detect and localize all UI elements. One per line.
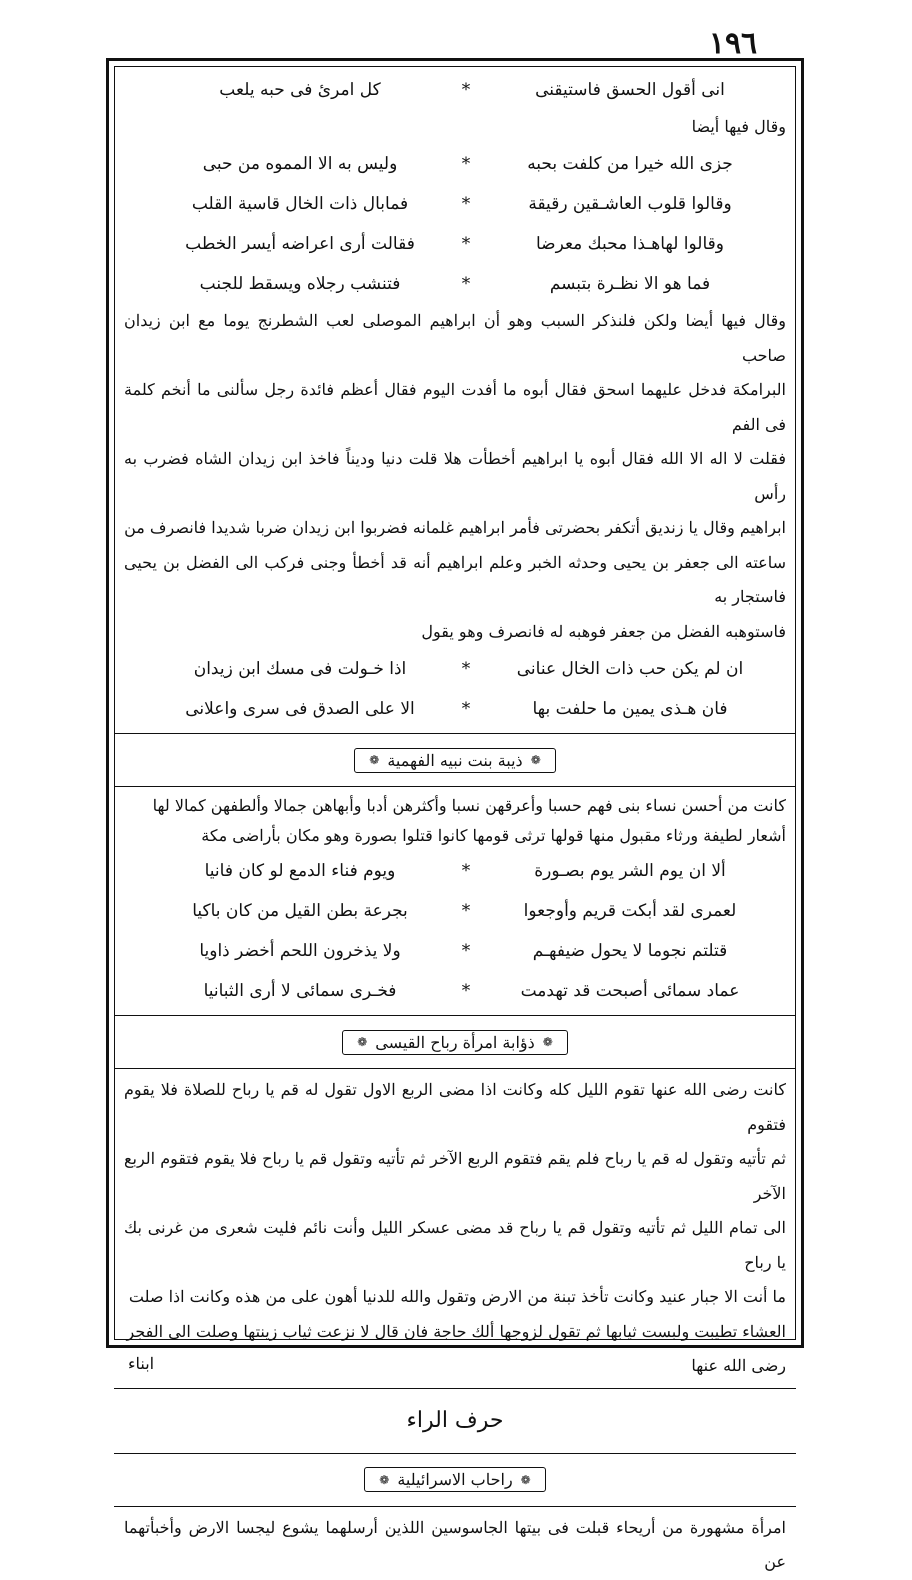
hemistich-first: ان لم يكن حب ذات الخال عنانى — [516, 659, 744, 679]
hemistich-second: فقالت أرى اعراضه أيسر الخطب — [185, 234, 415, 254]
hemistich-first: ألا ان يوم الشر يوم بصـورة — [534, 861, 726, 881]
prose-line: فاستوهبه الفضل من جعفر فوهبه له فانصرف وهو يقول — [421, 621, 786, 641]
heading-box — [342, 1030, 568, 1055]
ornament-icon: ❁ — [530, 753, 541, 767]
verse-line — [120, 689, 790, 729]
verse-line — [120, 70, 790, 110]
star-separator: * — [461, 234, 471, 254]
section-divider — [114, 786, 796, 787]
verse-line — [120, 971, 790, 1011]
section-divider — [114, 733, 796, 734]
prose-line: الى تمام الليل ثم تأتيه وتقول قم يا رباح قد مضى عسكر الليل وأنت نائم فليت شعرى من غرنى بك يا رباح — [124, 1218, 786, 1272]
prose-line: رضى الله عنها — [691, 1356, 786, 1375]
section-divider — [114, 1015, 796, 1016]
prose-line: البرامكة فدخل عليهما اسحق فقال أبوه ما أفدت اليوم فقال أعظم فائدة رجل سألنى ما أنخم كلمة فى الفم — [124, 380, 786, 434]
ornament-icon: ❁ — [379, 1472, 390, 1487]
heading-text: ذؤابة امرأة رباح القيسى — [375, 1032, 535, 1052]
heading-text: راحاب الاسرائيلية — [397, 1470, 513, 1489]
hemistich-second: فمابال ذات الخال قاسية القلب — [191, 194, 409, 214]
hemistich-second: فخـرى سمائى لا أرى الثبانيا — [203, 981, 397, 1001]
hemistich-first: قتلتم نجوما لا يحول ضيفهـم — [532, 941, 728, 961]
hemistich-first: انى أقول الحسق فاستيقنى — [535, 80, 725, 100]
page-content — [120, 70, 790, 1580]
star-separator: * — [461, 80, 471, 100]
star-separator: * — [461, 274, 471, 294]
star-separator: * — [461, 659, 471, 679]
poem-1 — [120, 144, 790, 304]
hemistich-second: كل امرئ فى حبه يلعب — [219, 80, 381, 100]
hemistich-first: وقالوا لهاهـذا محبك معرضا — [535, 234, 725, 254]
page-number: ١٩٦ — [708, 26, 758, 61]
star-separator: * — [461, 154, 471, 174]
hemistich-first: فما هو الا نظـرة بتبسم — [549, 274, 711, 294]
ornament-icon: ❁ — [357, 1035, 368, 1049]
star-separator: * — [461, 901, 471, 921]
section-heading — [120, 1458, 790, 1502]
hemistich-second: ويوم فناء الدمع لو كان فانيا — [204, 861, 396, 881]
prose-line: ساعته الى جعفر بن يحيى وحدثه الخبر وعلم ابراهيم أنه قد أخطأ وجنى فركب الى الفضل بن يحيى فاستجار به — [124, 552, 787, 606]
verse-line — [120, 144, 790, 184]
prose-paragraph — [120, 1511, 790, 1580]
chapter-heading: حرف الراء — [406, 1407, 504, 1433]
verse-line — [120, 649, 790, 689]
heading-box — [354, 748, 556, 773]
ornament-icon: ❁ — [542, 1035, 553, 1049]
hemistich-second: فتنشب رجلاه ويسقط للجنب — [199, 274, 401, 294]
intro-line: وقال فيها أيضا — [691, 117, 786, 136]
poem-2 — [120, 649, 790, 729]
section-divider — [114, 1453, 796, 1454]
hemistich-first: وقالوا قلوب العاشـقين رقيقة — [528, 194, 732, 214]
star-separator: * — [461, 861, 471, 881]
heading-text: ذيبة بنت نبيه الفهمية — [387, 750, 523, 770]
hemistich-second: اذا خـولت فى مسك ابن زيدان — [193, 659, 407, 679]
prose-line: أشعار لطيفة ورثاء مقبول منها قولها ترثى قومها كانوا قتلوا بصورة وهو مكان بأراضى مكة — [201, 826, 786, 845]
heading-box — [364, 1467, 545, 1492]
prose-line: ثم تأتيه وتقول له قم يا رباح فلم يقم فتقوم الربع الآخر ثم تأتيه وتقول قم يا رباح فلا يقوم فتقوم الربع الآخر — [124, 1149, 786, 1203]
verse-line — [120, 184, 790, 224]
verse-line — [120, 224, 790, 264]
hemistich-second: ولا يذخرون اللحم أخضر ذاويا — [199, 941, 401, 961]
prose-paragraph — [120, 1073, 790, 1384]
hemistich-first: لعمرى لقد أبكت قريم وأوجعوا — [523, 901, 737, 921]
hemistich-first: عماد سمائى أصبحت قد تهدمت — [520, 981, 740, 1001]
verse-line — [120, 931, 790, 971]
hemistich-second: وليس به الا المموه من حبى — [202, 154, 398, 174]
star-separator: * — [461, 981, 471, 1001]
star-separator: * — [461, 194, 471, 214]
hemistich-second: الا على الصدق فى سرى واعلانى — [185, 699, 415, 719]
prose-line: كانت رضى الله عنها تقوم الليل كله وكانت اذا مضى الربع الاول تقول له قم يا رباح للصلاة فلا يقوم فتقوم — [124, 1080, 786, 1134]
hemistich-first: فان هـذى يمين ما حلفت بها — [532, 699, 728, 719]
section-divider — [114, 1388, 796, 1389]
section-heading — [120, 1020, 790, 1064]
star-separator: * — [461, 941, 471, 961]
catchword: ابناء — [128, 1354, 155, 1373]
prose-line: كانت من أحسن نساء بنى فهم حسبا وأعرقهن نسبا وأكثرهن أدبا وأبهاهن جمالا وألطفهن كمالا لها — [152, 796, 786, 815]
section-heading — [120, 738, 790, 782]
poem-3 — [120, 851, 790, 1011]
prose-line: ما أنت الا جبار عنيد وكانت تأخذ تبنة من الارض وتقول والله للدنيا أهون على من هذه وكانت اذا صلت — [128, 1287, 786, 1306]
star-separator: * — [461, 699, 471, 719]
verse-line — [120, 891, 790, 931]
hemistich-first: جزى الله خيرا من كلفت بحبه — [527, 154, 733, 174]
prose-line: امرأة مشهورة من أريحاء قبلت فى بيتها الجاسوسين اللذين أرسلهما يشوع ليجسا الارض وأخبأتهما عن — [124, 1517, 786, 1571]
hemistich-second: بجرعة بطن القيل من كان باكيا — [192, 901, 408, 921]
prose-paragraph — [120, 791, 790, 851]
section-divider — [114, 1068, 796, 1069]
prose-line: وقال فيها أيضا ولكن فلنذكر السبب وهو أن ابراهيم الموصلى لعب الشطرنج يوما مع ابن زيدان صاحب — [124, 311, 786, 365]
prose-paragraph — [120, 304, 790, 649]
prose-line: فقلت لا اله الا الله فقال أبوه يا ابراهيم أخطأت هلا قلت دنيا وديناً فاخذ ابن زيدان الشاه فضرب به رأس — [124, 449, 786, 503]
verse-line — [120, 851, 790, 891]
section-divider — [114, 1506, 796, 1507]
prose-line: العشاء تطيبت ولبست ثيابها ثم تقول لزوجها ألك حاجة فان قال لا نزعت ثياب زينتها وصلت الى الفجر — [126, 1321, 786, 1341]
prose-line: ابراهيم وقال يا زنديق أتكفر بحضرتى فأمر ابراهيم غلمانه فضربوا ابن زيدان ضربا شديدا فانصرف من — [124, 518, 786, 537]
ornament-icon: ❁ — [369, 753, 380, 767]
verse-line — [120, 264, 790, 304]
ornament-icon: ❁ — [520, 1472, 531, 1487]
